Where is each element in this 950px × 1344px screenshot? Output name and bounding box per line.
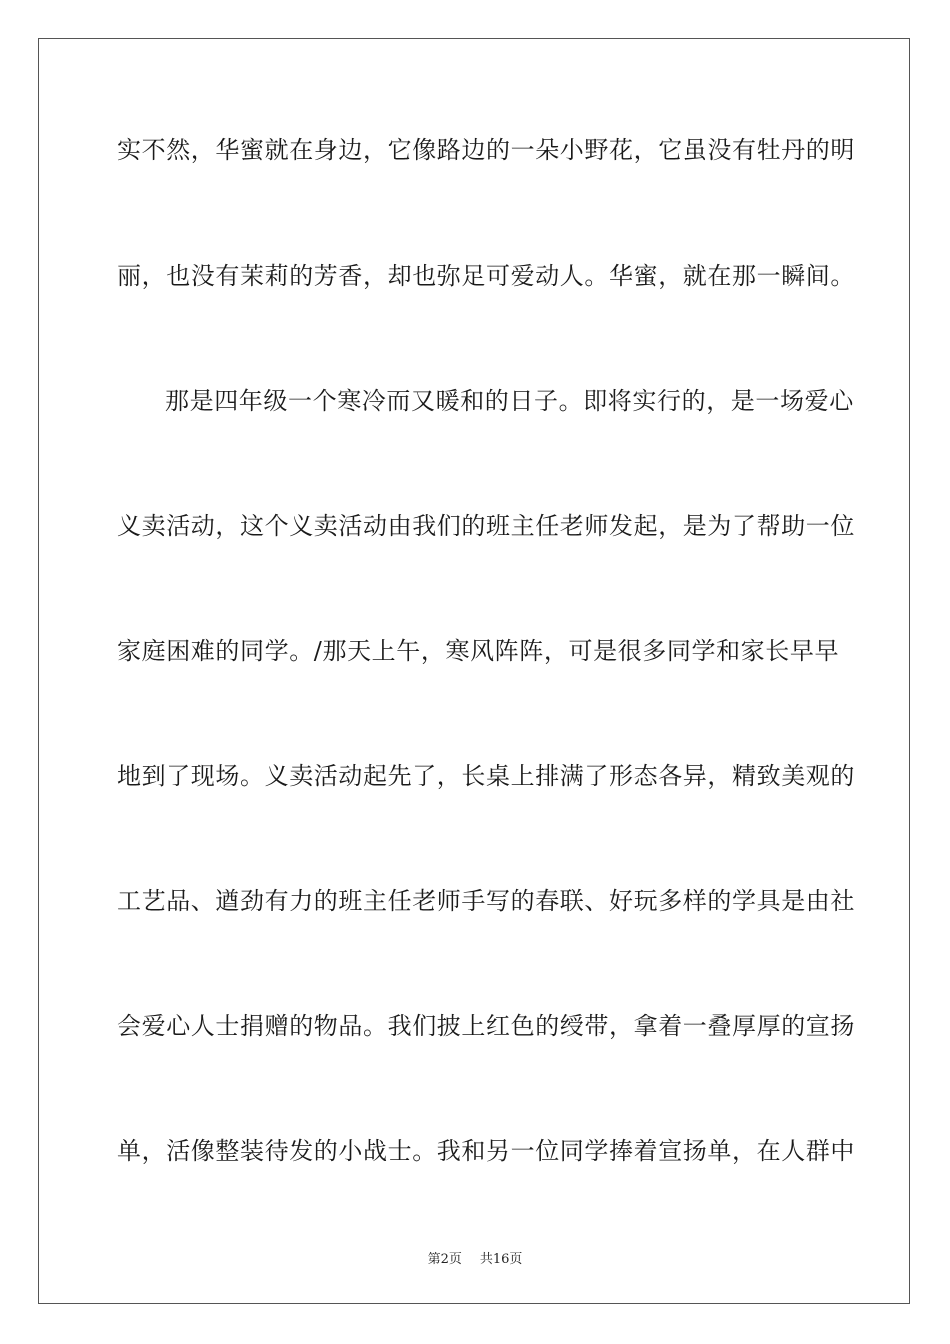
- body-text-line: 丽，也没有茉莉的芳香，却也弥足可爱动人。华蜜，就在那一瞬间。: [117, 262, 855, 290]
- body-text-line: 地到了现场。义卖活动起先了，长桌上排满了形态各异，精致美观的: [117, 762, 855, 790]
- body-text-line: 工艺品、遒劲有力的班主任老师手写的春联、好玩多样的学具是由社: [117, 887, 855, 915]
- body-text-line: 实不然，华蜜就在身边，它像路边的一朵小野花，它虽没有牡丹的明: [117, 136, 855, 164]
- page-footer: [0, 1248, 950, 1267]
- body-text-line: 义卖活动，这个义卖活动由我们的班主任老师发起，是为了帮助一位: [117, 512, 855, 540]
- page-total: 共16页: [479, 1252, 523, 1267]
- body-text-line: 单，活像整装待发的小战士。我和另一位同学捧着宣扬单，在人群中: [117, 1137, 855, 1165]
- page-border: [38, 38, 910, 1304]
- body-text-line: 会爱心人士捐赠的物品。我们披上红色的绶带，拿着一叠厚厚的宣扬: [117, 1012, 855, 1040]
- body-text-line: 家庭困难的同学。/那天上午，寒风阵阵，可是很多同学和家长早早: [117, 637, 840, 665]
- page-number: 第2页: [427, 1252, 462, 1267]
- body-text-line-paragraph-start: 那是四年级一个寒冷而又暖和的日子。即将实行的，是一场爱心: [165, 387, 854, 415]
